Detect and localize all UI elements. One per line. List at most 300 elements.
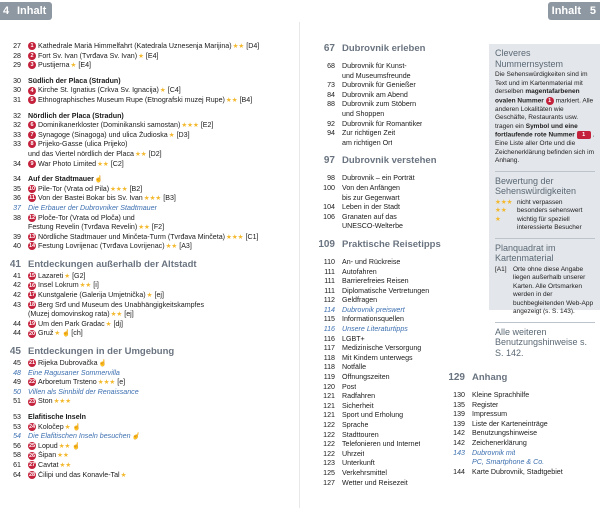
toc-entry-text	[472, 391, 529, 401]
toc-entry[interactable]	[0, 388, 298, 398]
toc-entry-text	[472, 401, 498, 411]
toc-entry-text	[342, 325, 408, 335]
toc-page-number: 43	[13, 300, 21, 309]
insider-tip-icon: ☝	[72, 423, 81, 431]
sight-number-badge: 19	[28, 320, 36, 327]
toc-entry-title: Entdeckungen außerhalb der Altstadt	[28, 258, 197, 270]
toc-page-number: 34	[13, 159, 21, 168]
toc-entry[interactable]	[314, 325, 486, 335]
toc-entry[interactable]	[444, 401, 600, 411]
sight-number-badge: 21	[28, 360, 36, 367]
toc-entry[interactable]	[0, 291, 298, 301]
map-grid-reference: [F2]	[151, 223, 165, 232]
sidebar-divider	[495, 238, 595, 239]
star-rating-icon: ★	[495, 215, 501, 223]
toc-entry-title: Arboretum Trsteno	[38, 378, 97, 387]
star-rating-icon: ★	[64, 272, 71, 280]
toc-entry-title: bis zur Gegenwart	[342, 193, 400, 202]
toc-entry[interactable]	[0, 242, 298, 252]
toc-section-heading[interactable]	[314, 42, 486, 56]
toc-entry-text	[28, 185, 142, 195]
toc-entry[interactable]	[0, 223, 298, 233]
toc-entry-title: Ploče-Tor (Vrata od Ploča) und	[38, 213, 135, 222]
toc-entry-text	[342, 459, 375, 469]
toc-entry-text	[342, 203, 400, 213]
toc-entry[interactable]	[0, 461, 298, 471]
toc-entry-title: Praktische Reisetipps	[342, 238, 441, 250]
toc-entry-title: Dubrovnik mit	[472, 448, 516, 457]
toc-entry[interactable]	[0, 96, 298, 106]
sight-number-badge: 9	[28, 160, 36, 168]
page-number-left: 4	[3, 5, 10, 17]
grid-reference-explainer	[495, 266, 595, 317]
toc-entry-text	[342, 184, 400, 194]
sight-number-badge: 5	[28, 96, 36, 104]
red-number-icon: 1	[577, 131, 591, 139]
toc-entry[interactable]	[0, 175, 298, 185]
toc-entry-text	[472, 420, 548, 430]
toc-page-number: 33	[13, 140, 21, 149]
rating-legend-row	[495, 216, 595, 233]
toc-entry[interactable]	[0, 204, 298, 214]
toc-page-number: 38	[13, 213, 21, 222]
toc-entry-text	[28, 258, 197, 272]
toc-page-number: 30	[13, 76, 21, 85]
toc-entry-text	[342, 139, 392, 149]
toc-entry-text	[28, 150, 162, 160]
toc-entry-title: Lopud	[38, 441, 58, 450]
rating-legend-label: nicht verpassen	[517, 198, 563, 206]
toc-section-heading[interactable]	[314, 238, 486, 252]
map-grid-reference: [dj]	[113, 319, 123, 328]
toc-entry[interactable]	[314, 120, 486, 130]
toc-entry[interactable]	[314, 139, 486, 149]
toc-page-number: 30	[13, 86, 21, 95]
sidebar-further-notes: Alle weiteren Benutzungshinweise s. S. 142.	[495, 326, 588, 358]
map-grid-reference: [E4]	[78, 61, 91, 70]
toc-entry-text	[342, 174, 415, 184]
star-rating-icon: ★	[146, 292, 153, 300]
toc-entry-title: und Shoppen	[342, 109, 385, 118]
toc-entry[interactable]	[0, 61, 298, 71]
toc-entry-title: An- und Rückreise	[342, 257, 401, 266]
toc-entry-text	[472, 410, 507, 420]
map-grid-reference: [D2]	[148, 149, 162, 158]
star-rating-icon: ★★★	[143, 195, 162, 203]
toc-page-number: 58	[13, 451, 21, 460]
toc-entry-title: Ethnographisches Museum Rupe (Etnografski muzej Rupe)	[38, 95, 225, 104]
toc-entry-text	[342, 431, 379, 441]
header-title-right: Inhalt	[551, 5, 581, 17]
toc-entry-text	[28, 413, 86, 423]
map-grid-reference: [G2]	[72, 271, 86, 280]
toc-entry-text	[342, 91, 408, 101]
toc-entry-text	[28, 223, 164, 233]
toc-entry-text	[342, 222, 403, 232]
toc-entry[interactable]	[314, 335, 486, 345]
toc-entry-text	[342, 296, 377, 306]
toc-section-heading[interactable]	[0, 345, 298, 359]
toc-entry[interactable]	[314, 203, 486, 213]
toc-entry-title: Medizinische Versorgung	[342, 344, 422, 353]
toc-entry[interactable]	[444, 468, 600, 478]
toc-page-number: 139	[453, 410, 465, 419]
toc-page-number: 39	[13, 232, 21, 241]
toc-entry[interactable]	[0, 86, 298, 96]
toc-entry-text	[28, 451, 70, 461]
toc-page-number: 50	[13, 387, 21, 396]
toc-section-heading[interactable]	[314, 154, 486, 168]
toc-entry[interactable]	[0, 121, 298, 131]
toc-entry[interactable]	[0, 432, 298, 442]
toc-section-heading[interactable]	[444, 371, 600, 385]
star-rating-icon: ★	[138, 52, 144, 60]
toc-page-number: 36	[13, 194, 21, 203]
star-rating-icon: ★★	[134, 150, 147, 158]
sight-number-badge: 17	[28, 292, 36, 299]
toc-entry[interactable]	[0, 42, 298, 52]
toc-entry-title: Öffnungszeiten	[342, 373, 390, 382]
toc-entry[interactable]	[444, 391, 600, 401]
toc-entry[interactable]	[0, 185, 298, 195]
toc-entry-text	[28, 310, 134, 320]
toc-entry-text	[342, 411, 403, 421]
toc-entry-text	[28, 214, 135, 224]
toc-entry-text	[342, 277, 409, 287]
toc-entry-text	[472, 439, 527, 449]
toc-entry[interactable]	[0, 272, 298, 282]
star-rating-icon: ★	[54, 330, 61, 338]
toc-entry[interactable]	[314, 479, 486, 489]
toc-entry-title: Dubrovnik preiswert	[342, 305, 405, 314]
toc-entry[interactable]	[314, 174, 486, 184]
star-rating-icon: ★★	[57, 452, 69, 460]
toc-entry[interactable]	[0, 378, 298, 388]
toc-entry-text	[28, 345, 174, 359]
toc-entry-text	[28, 140, 128, 150]
toc-entry[interactable]	[0, 397, 298, 407]
sidebar-title-numbering: Cleveres Nummernsystem	[495, 48, 564, 69]
toc-entry-title: Dubrovnik verstehen	[342, 155, 437, 167]
toc-entry-text	[28, 281, 99, 291]
toc-page-number: 41	[13, 271, 21, 280]
toc-entry-text	[28, 112, 124, 122]
toc-page-number: 42	[13, 291, 21, 300]
toc-entry[interactable]	[314, 62, 486, 72]
sight-number-badge: 23	[28, 398, 36, 405]
toc-entry-text	[342, 392, 375, 402]
insider-tip-icon: ☝	[94, 176, 103, 184]
toc-page-number: 120	[323, 382, 335, 391]
toc-entry-title: Gruž	[38, 329, 54, 338]
sight-number-badge: 26	[28, 452, 36, 459]
toc-entry-title: Berg Srđ und Museum des Unabhängigkeitskampfes	[38, 300, 205, 309]
toc-page-number: 144	[453, 467, 465, 476]
toc-entry[interactable]	[444, 458, 600, 468]
toc-entry-text	[28, 194, 176, 204]
toc-page-number: 61	[13, 460, 21, 469]
toc-entry[interactable]	[314, 213, 486, 223]
toc-entry-text	[28, 442, 80, 452]
toc-page-number: 53	[13, 413, 21, 421]
toc-entry-text	[28, 301, 204, 311]
map-grid-reference: [e]	[117, 378, 126, 387]
toc-entry-text	[342, 373, 390, 383]
toc-column-right	[444, 371, 600, 477]
map-grid-reference: [C2]	[110, 159, 124, 168]
toc-entry[interactable]	[314, 277, 486, 287]
toc-entry[interactable]	[0, 194, 298, 204]
toc-page-number: 125	[323, 468, 335, 477]
toc-entry[interactable]	[0, 214, 298, 224]
toc-page-number: 45	[9, 346, 21, 358]
map-grid-reference: [E2]	[200, 121, 214, 130]
toc-entry-title: Impressum	[472, 410, 508, 419]
toc-entry-text	[28, 397, 72, 407]
star-rating-icon: ★★	[138, 224, 150, 232]
toc-entry-title: Entdeckungen in der Umgebung	[28, 346, 175, 358]
toc-entry-text	[28, 175, 103, 185]
map-grid-reference: [C4]	[167, 86, 181, 95]
toc-page-number: 45	[13, 359, 21, 368]
toc-entry-text	[28, 42, 259, 52]
sight-number-badge: 8	[28, 140, 36, 148]
star-rating-icon: ★	[168, 131, 175, 139]
toc-entry-title: Mit Kindern unterwegs	[342, 353, 413, 362]
toc-entry[interactable]	[314, 296, 486, 306]
toc-page-number: 122	[323, 430, 335, 439]
toc-page-number: 88	[327, 100, 335, 109]
star-rating-icon: ★★★	[110, 185, 128, 193]
toc-page-number: 49	[13, 378, 21, 387]
toc-entry[interactable]	[0, 369, 298, 379]
toc-entry-text	[28, 461, 72, 471]
toc-entry-text	[342, 363, 366, 373]
toc-entry-text	[342, 469, 387, 479]
toc-entry-title: PC, Smartphone & Co.	[472, 458, 545, 467]
toc-entry-text	[28, 233, 259, 243]
toc-entry-text	[342, 258, 400, 268]
map-grid-reference: [ej]	[154, 291, 164, 300]
toc-entry[interactable]	[314, 222, 486, 232]
sight-number-badge: 27	[28, 462, 36, 469]
toc-entry-text	[28, 369, 120, 379]
toc-entry[interactable]	[314, 129, 486, 139]
toc-entry[interactable]	[444, 439, 600, 449]
toc-entry[interactable]	[314, 110, 486, 120]
toc-page-number: 92	[327, 119, 335, 128]
toc-entry[interactable]	[0, 413, 298, 423]
toc-page-number: 111	[324, 277, 335, 286]
toc-entry-title: Kunstgalerie (Galerija Umjetnička)	[38, 291, 146, 300]
toc-entry[interactable]	[0, 301, 298, 311]
toc-entry-text	[28, 86, 181, 96]
toc-entry-text	[28, 359, 107, 369]
sight-number-badge: 22	[28, 379, 36, 386]
magenta-number-icon: 1	[546, 97, 554, 105]
map-grid-reference: [D3]	[176, 130, 190, 139]
toc-entry-title: Insel Lokrum	[38, 281, 79, 290]
toc-entry[interactable]	[0, 423, 298, 433]
toc-entry[interactable]	[314, 91, 486, 101]
toc-section-heading[interactable]	[0, 258, 298, 272]
toc-entry[interactable]	[0, 112, 298, 122]
toc-entry[interactable]	[314, 258, 486, 268]
toc-entry[interactable]	[314, 184, 486, 194]
toc-entry[interactable]	[0, 442, 298, 452]
toc-page-number: 121	[323, 401, 335, 410]
toc-entry-title: Radfahren	[342, 392, 376, 401]
toc-entry-text	[28, 77, 121, 87]
toc-page-number: 41	[9, 258, 21, 270]
toc-page-number: 127	[323, 478, 335, 487]
toc-entry[interactable]	[0, 77, 298, 87]
toc-entry[interactable]	[314, 315, 486, 325]
toc-entry[interactable]	[0, 52, 298, 62]
toc-entry[interactable]	[444, 429, 600, 439]
toc-entry-title: Autofahren	[342, 267, 377, 276]
toc-entry[interactable]	[314, 344, 486, 354]
toc-entry-title: und Museumsfreunde	[342, 71, 411, 80]
toc-entry[interactable]	[314, 354, 486, 364]
rating-legend-row	[495, 199, 595, 208]
toc-entry[interactable]	[314, 194, 486, 204]
toc-entry-title: Ston	[38, 397, 53, 406]
toc-page-number: 123	[323, 459, 335, 468]
toc-entry-text	[28, 320, 123, 330]
toc-entry-title: Villen als Sinnbild der Renaissance	[28, 387, 139, 396]
map-grid-reference: [A3]	[179, 242, 192, 251]
toc-entry[interactable]	[314, 81, 486, 91]
toc-entry-title: Telefonieren und Internet	[342, 440, 421, 449]
toc-entry-title: Dubrovnik am Abend	[342, 90, 408, 99]
toc-page-number: 142	[453, 429, 465, 438]
toc-entry-text	[472, 458, 544, 468]
star-rating-icon: ★	[70, 62, 77, 70]
toc-entry[interactable]	[444, 420, 600, 430]
toc-page-number: 54	[13, 432, 21, 441]
toc-page-number: 115	[323, 315, 335, 324]
star-rating-icon: ★★	[110, 311, 123, 319]
toc-entry[interactable]	[0, 140, 298, 150]
toc-page-number: 68	[327, 62, 335, 70]
toc-entry-title: Festung Lovrijenac (Tvrđava Lovrijenac)	[38, 242, 165, 251]
toc-entry-text	[342, 402, 374, 412]
toc-page-number: 121	[323, 392, 335, 401]
toc-entry-text	[342, 42, 425, 56]
toc-page-number: 135	[453, 400, 465, 409]
toc-entry-title: Diplomatische Vertretungen	[342, 286, 430, 295]
star-rating-icon: ★	[120, 471, 127, 479]
toc-entry-title: Von der Bastei Bokar bis Sv. Ivan	[38, 194, 143, 203]
insider-tip-icon: ☝	[62, 330, 71, 338]
map-grid-reference: [C1]	[245, 232, 259, 241]
toc-entry-title: Benutzungshinweise	[472, 429, 538, 438]
sidebar-title-rating: Bewertung der Sehenswürdigkeiten	[495, 175, 577, 197]
toc-entry[interactable]	[314, 306, 486, 316]
toc-page-number: 106	[323, 212, 335, 221]
toc-entry-title: Rijeka Dubrovačka	[38, 359, 98, 368]
toc-entry[interactable]	[0, 150, 298, 160]
toc-entry-title: Kleine Sprachhilfe	[472, 391, 530, 399]
toc-entry-title: Geldfragen	[342, 296, 378, 305]
toc-entry-title: Šipan	[38, 451, 57, 460]
toc-entry-text	[342, 479, 408, 489]
toc-entry-title: War Photo Limited	[38, 159, 97, 168]
header-title-left: Inhalt	[17, 5, 47, 17]
toc-entry[interactable]	[314, 287, 486, 297]
star-rating-icon: ★	[105, 320, 112, 328]
sight-number-badge: 3	[28, 61, 36, 69]
toc-entry[interactable]	[0, 320, 298, 330]
toc-entry[interactable]	[0, 131, 298, 141]
toc-page-number: 118	[323, 363, 335, 372]
toc-page-number: 27	[13, 42, 21, 50]
toc-entry-title: Zeichenerklärung	[472, 438, 527, 447]
toc-entry-text	[342, 354, 413, 364]
toc-entry[interactable]	[0, 233, 298, 243]
toc-entry-title: Synagoge (Sinagoga) und ulica Žudioska	[38, 130, 168, 139]
toc-page-number: 119	[323, 373, 335, 382]
toc-page-number: 40	[13, 242, 21, 251]
toc-entry-text	[342, 383, 356, 393]
page-number-right: 5	[589, 5, 596, 17]
toc-entry-text	[342, 129, 395, 139]
toc-entry-title: Fort Sv. Ivan (Tvrđava Sv. Ivan)	[38, 51, 138, 60]
toc-entry[interactable]	[0, 281, 298, 291]
toc-entry[interactable]	[0, 329, 298, 339]
toc-entry[interactable]	[0, 471, 298, 481]
toc-entry-text	[28, 121, 213, 131]
star-rating-icon: ★★★	[97, 379, 116, 387]
toc-entry[interactable]	[0, 359, 298, 369]
toc-page-number: 97	[323, 155, 335, 167]
toc-entry[interactable]	[444, 410, 600, 420]
toc-page-number: 116	[323, 334, 335, 343]
toc-entry-title: LGBT+	[342, 334, 365, 343]
toc-page-number: 109	[318, 238, 335, 250]
toc-entry[interactable]	[444, 449, 600, 459]
toc-entry-text	[342, 268, 377, 278]
insider-tip-icon: ☝	[131, 433, 140, 441]
sight-number-badge: 14	[28, 243, 36, 250]
toc-entry-title: Festung Revelin (Tvrđava Revelin)	[28, 223, 138, 232]
sidebar-divider	[495, 322, 595, 323]
toc-page-number: 44	[13, 319, 21, 328]
toc-entry[interactable]	[314, 268, 486, 278]
toc-entry[interactable]	[0, 451, 298, 461]
toc-entry-title: Sprache	[342, 421, 369, 429]
toc-entry-title: Dubrovnik für Genießer	[342, 81, 416, 90]
toc-entry[interactable]	[314, 72, 486, 82]
toc-entry[interactable]	[0, 310, 298, 320]
star-rating-icon: ★	[64, 423, 71, 431]
toc-entry-text	[28, 329, 83, 339]
star-rating-icon: ★	[159, 87, 166, 95]
sight-number-badge: 7	[28, 131, 36, 139]
toc-entry-title: Dubrovnik zum Stöbern	[342, 100, 417, 109]
sight-number-badge: 18	[28, 301, 36, 308]
toc-entry[interactable]	[314, 100, 486, 110]
toc-entry[interactable]	[0, 160, 298, 170]
toc-page-number: 112	[323, 296, 335, 305]
toc-entry-text	[342, 120, 422, 130]
toc-entry-text	[472, 449, 515, 459]
toc-entry-text	[28, 61, 91, 71]
toc-page-number: 42	[13, 281, 21, 290]
toc-entry-title: und das Viertel nördlich der Placa	[28, 149, 134, 158]
toc-entry-title: Stadttouren	[342, 430, 379, 439]
